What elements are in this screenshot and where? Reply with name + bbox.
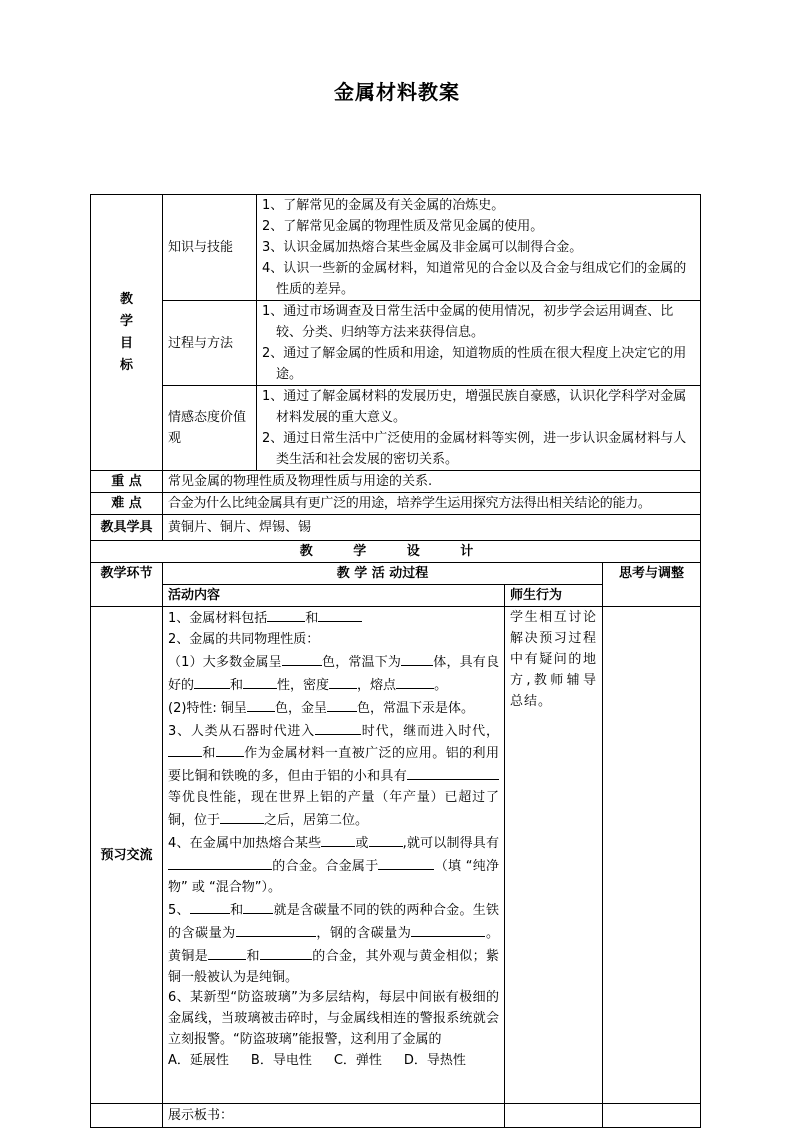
question-2-2: (2)特性: 铜呈 色，金呈 色，常温下汞是体。	[168, 697, 499, 720]
col-stage-header: 教学环节	[91, 563, 163, 607]
objective-name: 知识与技能	[163, 195, 257, 301]
objective-name: 过程与方法	[163, 301, 257, 386]
tools-text: 黄铜片、铜片、焊锡、锡	[163, 515, 701, 541]
difficulty-row	[91, 493, 701, 515]
col-process-header: 教 学 活 动过程	[163, 563, 603, 585]
design-title: 教 学 设 计	[91, 541, 701, 563]
tools-label: 教具学具	[91, 515, 163, 541]
lesson-plan-table	[90, 194, 701, 1128]
key-point-text: 常见金属的物理性质及物理性质与用途的关系.	[163, 471, 701, 493]
board-stage-cell	[91, 1104, 163, 1128]
reflect-cell	[603, 607, 701, 1104]
col-reflect-header: 思考与调整	[603, 563, 701, 607]
board-teacher-cell	[505, 1104, 603, 1128]
key-point-row	[91, 471, 701, 493]
design-header-row	[91, 563, 701, 585]
question-6: 6、某新型“防盗玻璃”为多层结构，每层中间嵌有极细的金属线，当玻璃被击碎时，与金属线相连的警报系统就会立刻报警。“防盗玻璃”能报警，这利用了金属的	[168, 990, 499, 1048]
objective-row-attitude	[91, 386, 701, 471]
design-title-row	[91, 541, 701, 563]
question-2-1: （1）大多数金属呈 色，常温下为 体，具有良好的 和 性，密度 ，熔点 。	[168, 651, 499, 697]
difficulty-text: 合金为什么比纯金属具有更广泛的用途，培养学生运用探究方法得出相关结论的能力。	[163, 493, 701, 515]
board-label: 展示板书：	[163, 1104, 505, 1128]
objective-content: 1、了解常见的金属及有关金属的冶炼史。 2、了解常见金属的物理性质及常见金属的使用。 3、认识金属加热熔合某些金属及非金属可以制得合金。 4、认识一些新的金属材料，知道常见的合金以及合金与组成它们的金属的性质的差异。	[257, 195, 701, 301]
col-teacher-header: 师生行为	[505, 585, 603, 607]
question-5: 5、 和 就是含碳量不同的铁的两种合金。生铁的含碳量为 ，钢的含碳量为 。黄铜是 和 的合金，其外观与黄金相似；紫铜一般被认为是纯铜。	[168, 899, 499, 989]
board-row	[91, 1104, 701, 1128]
question-3: 3、人类从石器时代进入 时代，继而进入时代，和 作为金属材料一直被广泛的应用。铝的利用要比铜和铁晚的多，但由于铝的小和具有等优良性能，现在世界上铝的产量（年产量）已超过了铜，位于 之后，居第二位。	[168, 720, 499, 833]
objective-row-knowledge	[91, 195, 701, 301]
objectives-label: 教 学 目 标	[91, 195, 163, 471]
key-point-label: 重 点	[91, 471, 163, 493]
objective-row-process	[91, 301, 701, 386]
question-4: 4、在金属中加热熔合某些 或 ,就可以制得具有的合金。合金属于 （填 “纯净物” 或 “混合物”）。	[168, 832, 499, 899]
question-6-options: A．延展性 B．导电性 C．弹性 D．导热性	[168, 1053, 466, 1069]
objective-content: 1、通过市场调查及日常生活中金属的使用情况，初步学会运用调查、比较、分类、归纳等方法来获得信息。 2、通过了解金属的性质和用途，知道物质的性质在很大程度上决定它的用途。	[257, 301, 701, 386]
question-1: 1、金属材料包括 和	[168, 607, 499, 630]
question-2-head: 2、金属的共同物理性质：	[168, 631, 320, 647]
col-activity-header: 活动内容	[163, 585, 505, 607]
activity-content	[163, 607, 505, 1104]
tools-row	[91, 515, 701, 541]
page-title: 金属材料教案	[334, 80, 460, 104]
teacher-behavior: 学生相互讨论解决预习过程中有疑问的地方,教师辅导总结。	[505, 607, 603, 1104]
stage-label: 预习交流	[91, 607, 163, 1104]
objective-name: 情感态度价值观	[163, 386, 257, 471]
objective-content: 1、通过了解金属材料的发展历史，增强民族自豪感，认识化学科学对金属材料发展的重大意义。 2、通过日常生活中广泛使用的金属材料等实例，进一步认识金属材料与人类生活和社会发展的密切关系。	[257, 386, 701, 471]
difficulty-label: 难 点	[91, 493, 163, 515]
preview-row	[91, 607, 701, 1104]
board-reflect-cell	[603, 1104, 701, 1128]
